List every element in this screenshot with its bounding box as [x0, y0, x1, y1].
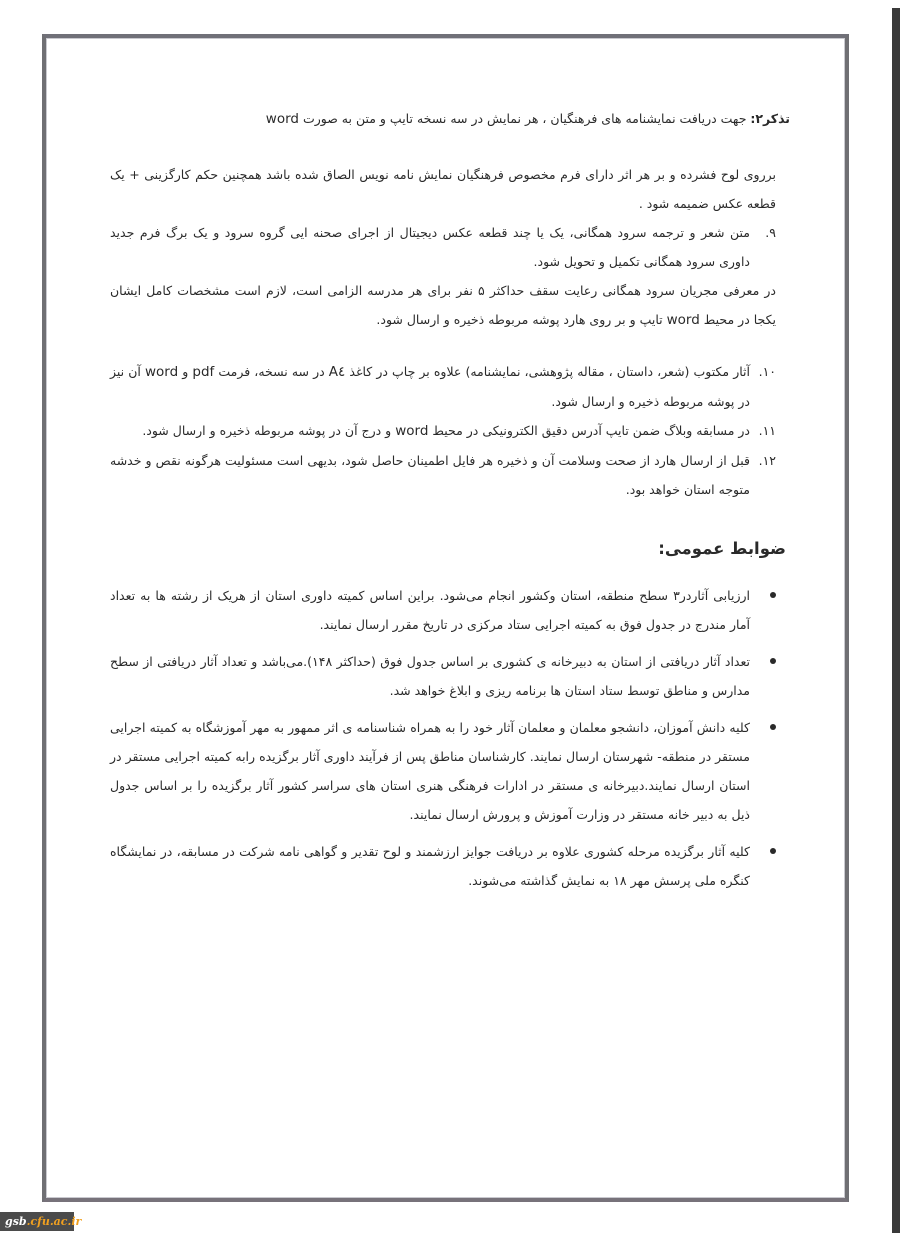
bullet-item	[110, 713, 790, 829]
note-2-continuation: برروی لوح فشرده و بر هر اثر دارای فرم مخصوص فرهنگیان نمایش نامه نویس الصاق شده باشد همچنین حکم کارگزینی + یک قطعه عکس ضمیمه شود .	[110, 167, 776, 211]
bullet-text: کلیه دانش آموزان، دانشجو معلمان و معلمان آثار خود را به همراه شناسنامه ی اثر ممهور به مهر آموزشگاه به کمیته اجرایی مستقر در منطقه- شهرستان ارسال نمایند. کارشناسان مناطق پس از فرآیند داوری آثار برگزیده رابه کمیته اجرایی مستقر در استان ارسال نمایند.دبیرخانه ی مستقر در ادارات فرهنگی هنری استان های سراسر کشور آثار برگزیده را بر اساس جدول ذیل به دبیر خانه مستقر در وزارت آموزش و پرورش ارسال نمایند.	[110, 720, 750, 822]
extra-text: در معرفی مجریان سرود همگانی رعایت سقف حداکثر ۵ نفر برای هر مدرسه الزامی است، لازم است مشخصات کامل ایشان یکجا در محیط	[110, 283, 776, 327]
latin-part: A٤	[328, 364, 346, 380]
list-item-9-extra	[110, 276, 790, 335]
list-item-number: ۱۰.	[758, 364, 776, 379]
document-body	[110, 104, 790, 903]
text-part: و	[178, 364, 193, 379]
list-item-11	[110, 416, 790, 446]
bullet-icon	[770, 658, 776, 664]
note-2-text: جهت دریافت نمایشنامه های فرهنگیان ، هر نمایش در سه نسخه تایپ و متن به صورت	[298, 111, 751, 126]
text-part: آن نیز در پوشه مربوطه ذخیره و ارسال شود.	[110, 364, 750, 409]
section-title-general-rules: ضوابط عمومی:	[658, 539, 786, 558]
watermark-part-1: gsb	[5, 1215, 27, 1228]
note-2-label: تذکر۲:	[750, 111, 790, 126]
list-item-text: متن شعر و ترجمه سرود همگانی، یک یا چند قطعه عکس دیجیتال از اجرای صحنه ایی گروه سرود و یک برگ فرم جدید داوری سرود همگانی تکمیل و تحویل شود.	[110, 225, 750, 269]
site-watermark-logo	[0, 1212, 82, 1231]
extra-latin: word	[666, 312, 700, 328]
scan-edge-strip	[892, 8, 900, 1233]
bullet-icon	[770, 592, 776, 598]
list-item-number: ۱۲.	[758, 453, 776, 468]
extra-text-end: تایپ و بر روی هارد پوشه مربوطه ذخیره و ارسال شود.	[376, 312, 667, 327]
watermark-part-2: .cfu.ac.ir	[26, 1215, 82, 1228]
text-part: در مسابقه وبلاگ ضمن تایپ آدرس دقیق الکترونیکی در محیط	[428, 423, 750, 438]
spacer	[110, 335, 790, 357]
text-part: در سه نسخه، فرمت	[214, 364, 329, 379]
bullet-text: ارزیابی آثاردر۳ سطح منطقه، استان وکشور انجام می‌شود. براین اساس کمیته داوری استان از هریک از رشته ها به تعداد آمار مندرج در جدول فوق به کمیته اجرایی ستاد مرکزی در تاریخ مقرر ارسال نمایند.	[110, 588, 750, 632]
note-2-latin: word	[265, 111, 299, 127]
text-part: آثار مکتوب (شعر، داستان ، مقاله پژوهشی، نمایشنامه) علاوه بر چاپ در کاغذ	[345, 364, 750, 379]
list-item-number: ۹.	[765, 225, 776, 240]
list-item-text: قبل از ارسال هارد از صحت وسلامت آن و ذخیره هر فایل اطمینان حاصل شود، بدیهی است مسئولیت هرگونه نقص و خدشه متوجه استان خواهد بود.	[110, 453, 750, 497]
note-2	[110, 104, 790, 134]
text-part: و درج آن در پوشه مربوطه ذخیره و ارسال شود.	[142, 423, 396, 438]
latin-part: word	[395, 423, 429, 439]
list-item-10	[110, 357, 790, 416]
bullet-icon	[770, 848, 776, 854]
list-item-9	[110, 218, 790, 276]
list-item-12	[110, 446, 790, 504]
bullet-item	[110, 837, 790, 895]
bullet-text: تعداد آثار دریافتی از استان به دبیرخانه ی کشوری بر اساس جدول فوق (حداکثر ۱۴۸).می‌باشد و تعداد آثار دریافتی از سطح مدارس و مناطق توسط ستاد استان ها برنامه ریزی و ابلاغ خواهد شد.	[110, 654, 750, 698]
latin-part: pdf	[192, 364, 215, 380]
latin-part: word	[144, 364, 179, 380]
bullet-text: کلیه آثار برگزیده مرحله کشوری علاوه بر دریافت جوایز ارزشمند و لوح تقدیر و گواهی نامه شرکت در مسابقه، در نمایشگاه کنگره ملی پرسش مهر ۱۸ به نمایش گذاشته می‌شوند.	[110, 844, 750, 888]
bullet-icon	[770, 724, 776, 730]
bullet-item	[110, 647, 790, 705]
bullet-item	[110, 581, 790, 639]
list-item-number: ۱۱.	[758, 423, 776, 438]
